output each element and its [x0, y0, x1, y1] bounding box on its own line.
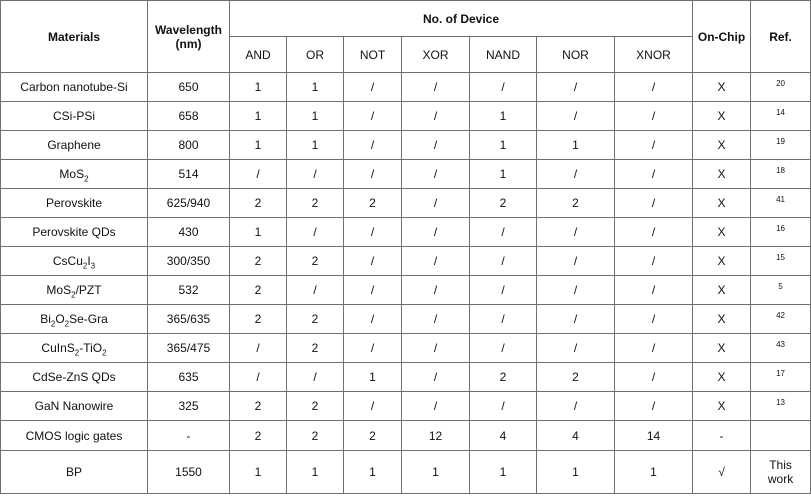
wavelength-cell: -: [148, 421, 230, 451]
and-cell: /: [230, 334, 287, 363]
xnor-cell: /: [615, 102, 693, 131]
table-row: [1, 305, 811, 334]
xnor-cell: /: [615, 392, 693, 421]
xnor-cell: /: [615, 276, 693, 305]
material-cell: MoS$_2$: [1, 160, 148, 189]
nor-cell: /: [537, 160, 615, 189]
table-row: [1, 334, 811, 363]
material-cell: Carbon nanotube-Si: [1, 73, 148, 102]
on-chip-cell: X: [693, 334, 751, 363]
not-cell: /: [344, 334, 402, 363]
table-row: [1, 247, 811, 276]
and-cell: 1: [230, 218, 287, 247]
table-row: [1, 218, 811, 247]
table-row: [1, 421, 811, 451]
ref-cell: [751, 189, 811, 218]
on-chip-cell: -: [693, 421, 751, 451]
not-cell: /: [344, 305, 402, 334]
ref-cell: [751, 392, 811, 421]
wavelength-cell: 365/475: [148, 334, 230, 363]
nor-cell: 2: [537, 189, 615, 218]
ref-number: 41: [776, 195, 785, 205]
nor-cell: /: [537, 73, 615, 102]
nor-cell: 1: [537, 451, 615, 494]
not-cell: /: [344, 160, 402, 189]
ref-number: 17: [776, 369, 785, 379]
nand-cell: /: [470, 73, 537, 102]
device-header-and: AND: [230, 37, 287, 73]
or-cell: /: [287, 363, 344, 392]
xnor-cell: 1: [615, 451, 693, 494]
xnor-cell: 14: [615, 421, 693, 451]
xnor-cell: /: [615, 305, 693, 334]
xor-cell: /: [402, 363, 470, 392]
or-cell: 2: [287, 392, 344, 421]
wavelength-cell: 658: [148, 102, 230, 131]
xnor-cell: /: [615, 247, 693, 276]
or-cell: 2: [287, 189, 344, 218]
materials-header: Materials: [1, 1, 148, 73]
wavelength-cell: 365/635: [148, 305, 230, 334]
or-cell: 2: [287, 305, 344, 334]
ref-cell: [751, 218, 811, 247]
ref-number: 43: [776, 340, 785, 350]
ref-cell: [751, 131, 811, 160]
ref-cell: [751, 247, 811, 276]
nor-cell: 4: [537, 421, 615, 451]
not-cell: /: [344, 276, 402, 305]
and-cell: 1: [230, 73, 287, 102]
ref-number: 20: [776, 79, 785, 89]
ref-cell: This work: [751, 451, 811, 494]
and-cell: 2: [230, 305, 287, 334]
wavelength-header: Wavelength (nm): [148, 1, 230, 73]
nand-cell: 2: [470, 363, 537, 392]
table-row: [1, 131, 811, 160]
table-row: [1, 189, 811, 218]
and-cell: 2: [230, 189, 287, 218]
ref-cell: [751, 276, 811, 305]
nand-cell: 1: [470, 451, 537, 494]
not-cell: 2: [344, 189, 402, 218]
no-of-device-header: No. of Device: [230, 1, 693, 37]
material-cell: BP: [1, 451, 148, 494]
or-cell: /: [287, 160, 344, 189]
nor-cell: /: [537, 102, 615, 131]
not-cell: /: [344, 392, 402, 421]
wavelength-cell: 532: [148, 276, 230, 305]
on-chip-cell: X: [693, 160, 751, 189]
wavelength-cell: 650: [148, 73, 230, 102]
table-row: [1, 102, 811, 131]
or-cell: 2: [287, 421, 344, 451]
material-cell: Perovskite: [1, 189, 148, 218]
xor-cell: /: [402, 276, 470, 305]
nor-cell: /: [537, 392, 615, 421]
material-cell: Perovskite QDs: [1, 218, 148, 247]
and-cell: 2: [230, 421, 287, 451]
on-chip-cell: X: [693, 189, 751, 218]
on-chip-cell: X: [693, 392, 751, 421]
or-cell: 1: [287, 102, 344, 131]
on-chip-cell: X: [693, 218, 751, 247]
and-cell: 2: [230, 392, 287, 421]
xor-cell: /: [402, 160, 470, 189]
ref-cell: [751, 305, 811, 334]
material-cell: $CsCu_2I_3$: [1, 247, 148, 276]
device-header-or: OR: [287, 37, 344, 73]
material-cell: CdSe-ZnS QDs: [1, 363, 148, 392]
xor-cell: /: [402, 189, 470, 218]
nor-cell: /: [537, 247, 615, 276]
xnor-cell: /: [615, 189, 693, 218]
xor-cell: /: [402, 247, 470, 276]
ref-number: 19: [776, 137, 785, 147]
nand-cell: /: [470, 305, 537, 334]
table-row: [1, 276, 811, 305]
nand-cell: 4: [470, 421, 537, 451]
xnor-cell: /: [615, 218, 693, 247]
ref-number: 15: [776, 253, 785, 263]
table-row: [1, 363, 811, 392]
or-cell: 1: [287, 131, 344, 160]
ref-number: 42: [776, 311, 785, 321]
and-cell: 1: [230, 131, 287, 160]
on-chip-cell: X: [693, 363, 751, 392]
ref-cell: [751, 102, 811, 131]
on-chip-cell: X: [693, 73, 751, 102]
xor-cell: /: [402, 102, 470, 131]
and-cell: /: [230, 363, 287, 392]
or-cell: 2: [287, 247, 344, 276]
material-cell: Graphene: [1, 131, 148, 160]
on-chip-cell: X: [693, 102, 751, 131]
nor-cell: 2: [537, 363, 615, 392]
table-row: [1, 73, 811, 102]
on-chip-header: On-Chip: [693, 1, 751, 73]
nand-cell: 2: [470, 189, 537, 218]
not-cell: /: [344, 131, 402, 160]
on-chip-cell: X: [693, 305, 751, 334]
ref-number: 18: [776, 166, 785, 176]
wavelength-cell: 625/940: [148, 189, 230, 218]
xor-cell: 1: [402, 451, 470, 494]
material-cell: CuInS$_2$-TiO$_2$: [1, 334, 148, 363]
nand-cell: /: [470, 392, 537, 421]
wavelength-cell: 800: [148, 131, 230, 160]
wavelength-cell: 635: [148, 363, 230, 392]
and-cell: 1: [230, 451, 287, 494]
material-cell: CMOS logic gates: [1, 421, 148, 451]
nand-cell: /: [470, 247, 537, 276]
nor-cell: /: [537, 334, 615, 363]
device-header-xor: XOR: [402, 37, 470, 73]
ref-cell: [751, 421, 811, 451]
wavelength-cell: 1550: [148, 451, 230, 494]
xor-cell: /: [402, 305, 470, 334]
on-chip-cell: X: [693, 276, 751, 305]
not-cell: /: [344, 73, 402, 102]
not-cell: /: [344, 247, 402, 276]
on-chip-cell: X: [693, 247, 751, 276]
nor-cell: /: [537, 305, 615, 334]
and-cell: 1: [230, 102, 287, 131]
nand-cell: /: [470, 276, 537, 305]
ref-number: 16: [776, 224, 785, 234]
and-cell: 2: [230, 276, 287, 305]
nand-cell: /: [470, 218, 537, 247]
not-cell: 1: [344, 363, 402, 392]
material-cell: MoS$_2$/PZT: [1, 276, 148, 305]
xor-cell: /: [402, 334, 470, 363]
xnor-cell: /: [615, 160, 693, 189]
ref-header: Ref.: [751, 1, 811, 73]
wavelength-cell: 514: [148, 160, 230, 189]
on-chip-cell: √: [693, 451, 751, 494]
table-row: [1, 160, 811, 189]
ref-cell: [751, 363, 811, 392]
and-cell: 2: [230, 247, 287, 276]
nor-cell: /: [537, 276, 615, 305]
nand-cell: 1: [470, 102, 537, 131]
xor-cell: /: [402, 73, 470, 102]
or-cell: 2: [287, 334, 344, 363]
wavelength-cell: 430: [148, 218, 230, 247]
or-cell: 1: [287, 451, 344, 494]
not-cell: /: [344, 218, 402, 247]
table-row: [1, 392, 811, 421]
device-header-xnor: XNOR: [615, 37, 693, 73]
nand-cell: 1: [470, 131, 537, 160]
device-header-nand: NAND: [470, 37, 537, 73]
wavelength-cell: 325: [148, 392, 230, 421]
xnor-cell: /: [615, 73, 693, 102]
nand-cell: /: [470, 334, 537, 363]
and-cell: /: [230, 160, 287, 189]
or-cell: 1: [287, 73, 344, 102]
material-cell: $Bi_2O_2Se$-Gra: [1, 305, 148, 334]
header-row-1: [1, 1, 811, 37]
device-header-nor: NOR: [537, 37, 615, 73]
ref-cell: [751, 160, 811, 189]
not-cell: /: [344, 102, 402, 131]
table-row: [1, 451, 811, 494]
xnor-cell: /: [615, 334, 693, 363]
xor-cell: /: [402, 392, 470, 421]
or-cell: /: [287, 218, 344, 247]
not-cell: 1: [344, 451, 402, 494]
xor-cell: /: [402, 131, 470, 160]
wavelength-cell: 300/350: [148, 247, 230, 276]
nor-cell: /: [537, 218, 615, 247]
ref-cell: [751, 334, 811, 363]
nand-cell: 1: [470, 160, 537, 189]
material-cell: GaN Nanowire: [1, 392, 148, 421]
device-header-not: NOT: [344, 37, 402, 73]
ref-cell: [751, 73, 811, 102]
nor-cell: 1: [537, 131, 615, 160]
ref-number: 14: [776, 108, 785, 118]
xnor-cell: /: [615, 363, 693, 392]
material-cell: CSi-PSi: [1, 102, 148, 131]
on-chip-cell: X: [693, 131, 751, 160]
not-cell: 2: [344, 421, 402, 451]
ref-number: 13: [776, 398, 785, 408]
xor-cell: 12: [402, 421, 470, 451]
ref-number: 5: [778, 282, 783, 292]
or-cell: /: [287, 276, 344, 305]
xor-cell: /: [402, 218, 470, 247]
xnor-cell: /: [615, 131, 693, 160]
